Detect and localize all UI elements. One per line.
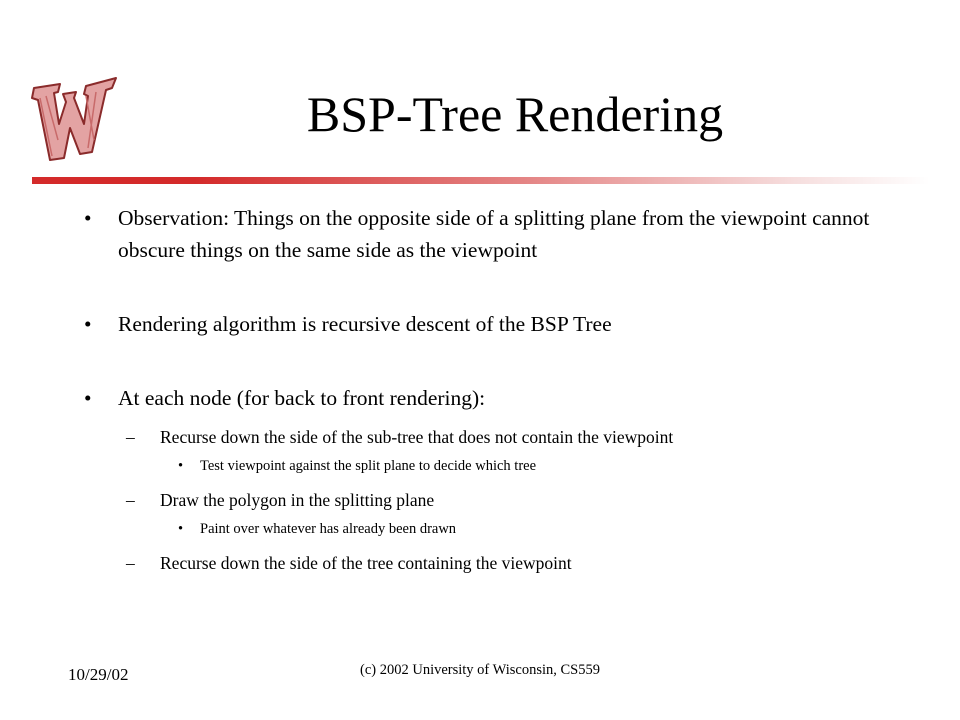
dash-icon: – [126,553,135,573]
sub-item-text: Draw the polygon in the splitting plane [160,490,435,510]
bullet-icon: • [84,312,92,336]
bullet-item [84,382,924,414]
detail-text: Paint over whatever has already been drawn [200,521,457,537]
bullet-icon: • [178,521,184,537]
bullet-icon: • [178,458,184,474]
bullet-text: Observation: Things on the opposite side of a splitting plane from the viewpoint cannot obscure things on the same side as the viewpoint [118,206,870,262]
footer-date: 10/29/02 [68,665,129,684]
sub-item [84,487,924,513]
bullet-item [84,308,924,340]
bullet-text: Rendering algorithm is recursive descent of the BSP Tree [118,312,612,336]
slide-body [84,202,924,576]
dash-icon: – [126,427,135,447]
sub-item [84,424,924,450]
slide-title: BSP-Tree Rendering [306,86,724,142]
title-divider [32,177,930,184]
detail-text: Test viewpoint against the split plane to decide which tree [200,458,537,474]
detail-item [84,455,924,477]
bullet-icon: • [84,386,92,410]
sub-item [84,550,924,576]
bullet-item [84,202,924,266]
sub-item-text: Recurse down the side of the tree containing the viewpoint [160,553,572,573]
bullet-icon: • [84,206,92,230]
dash-icon: – [126,490,135,510]
detail-item [84,518,924,540]
footer-copyright: (c) 2002 University of Wisconsin, CS559 [360,662,600,678]
bullet-text: At each node (for back to front rendering): [118,386,486,410]
sub-item-text: Recurse down the side of the sub-tree that does not contain the viewpoint [160,427,674,447]
